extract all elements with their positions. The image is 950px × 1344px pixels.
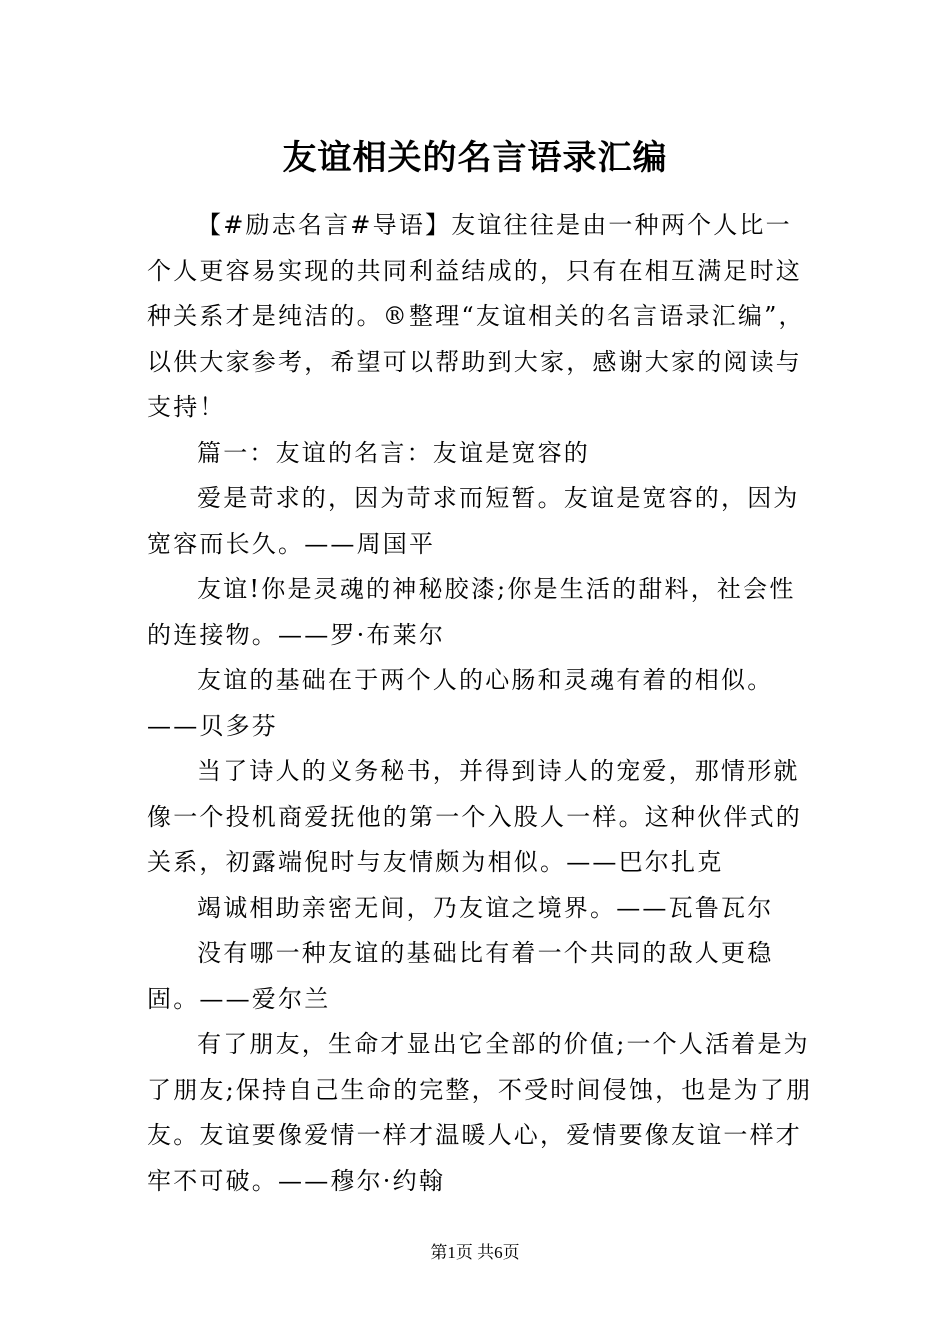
document-body (147, 203, 817, 1204)
quote-paragraph: 没有哪一种友谊的基础比有着一个共同的敌人更稳固。——爱尔兰 (147, 939, 774, 1013)
quote-paragraph: 友谊的基础在于两个人的心肠和灵魂有着的相似。——贝多芬 (147, 666, 774, 740)
page-number: 第1页 共6页 (430, 1243, 520, 1262)
document-title: 友谊相关的名言语录汇编 (282, 138, 668, 178)
quote-paragraph: 竭诚相助亲密无间，乃友谊之境界。——瓦鲁瓦尔 (197, 893, 774, 922)
section-heading: 篇一：友谊的名言：友谊是宽容的 (197, 438, 590, 467)
quote-paragraph: 有了朋友，生命才显出它全部的价值;一个人活着是为了朋友;保持自己生命的完整，不受时间侵蚀，也是为了朋友。友谊要像爱情一样才温暖人心，爱情要像友谊一样才牢不可破。——穆尔·约翰 (147, 1030, 813, 1195)
quote-paragraph: 当了诗人的义务秘书，并得到诗人的宠爱，那情形就像一个投机商爱抚他的第一个入股人一样。这种伙伴式的关系，初露端倪时与友情颇为相似。——巴尔扎克 (147, 757, 802, 876)
quote-paragraph: 爱是苛求的，因为苛求而短暂。友谊是宽容的，因为宽容而长久。——周国平 (147, 484, 800, 558)
intro-paragraph: 【#励志名言#导语】友谊往往是由一种两个人比一个人更容易实现的共同利益结成的，只有在相互满足时这种关系才是纯洁的。®整理“友谊相关的名言语录汇编”，以供大家参考，希望可以帮助到大家，感谢大家的阅读与支持！ (147, 211, 805, 421)
quote-paragraph: 友谊!你是灵魂的神秘胶漆;你是生活的甜料，社会性的连接物。——罗·布莱尔 (147, 575, 796, 649)
